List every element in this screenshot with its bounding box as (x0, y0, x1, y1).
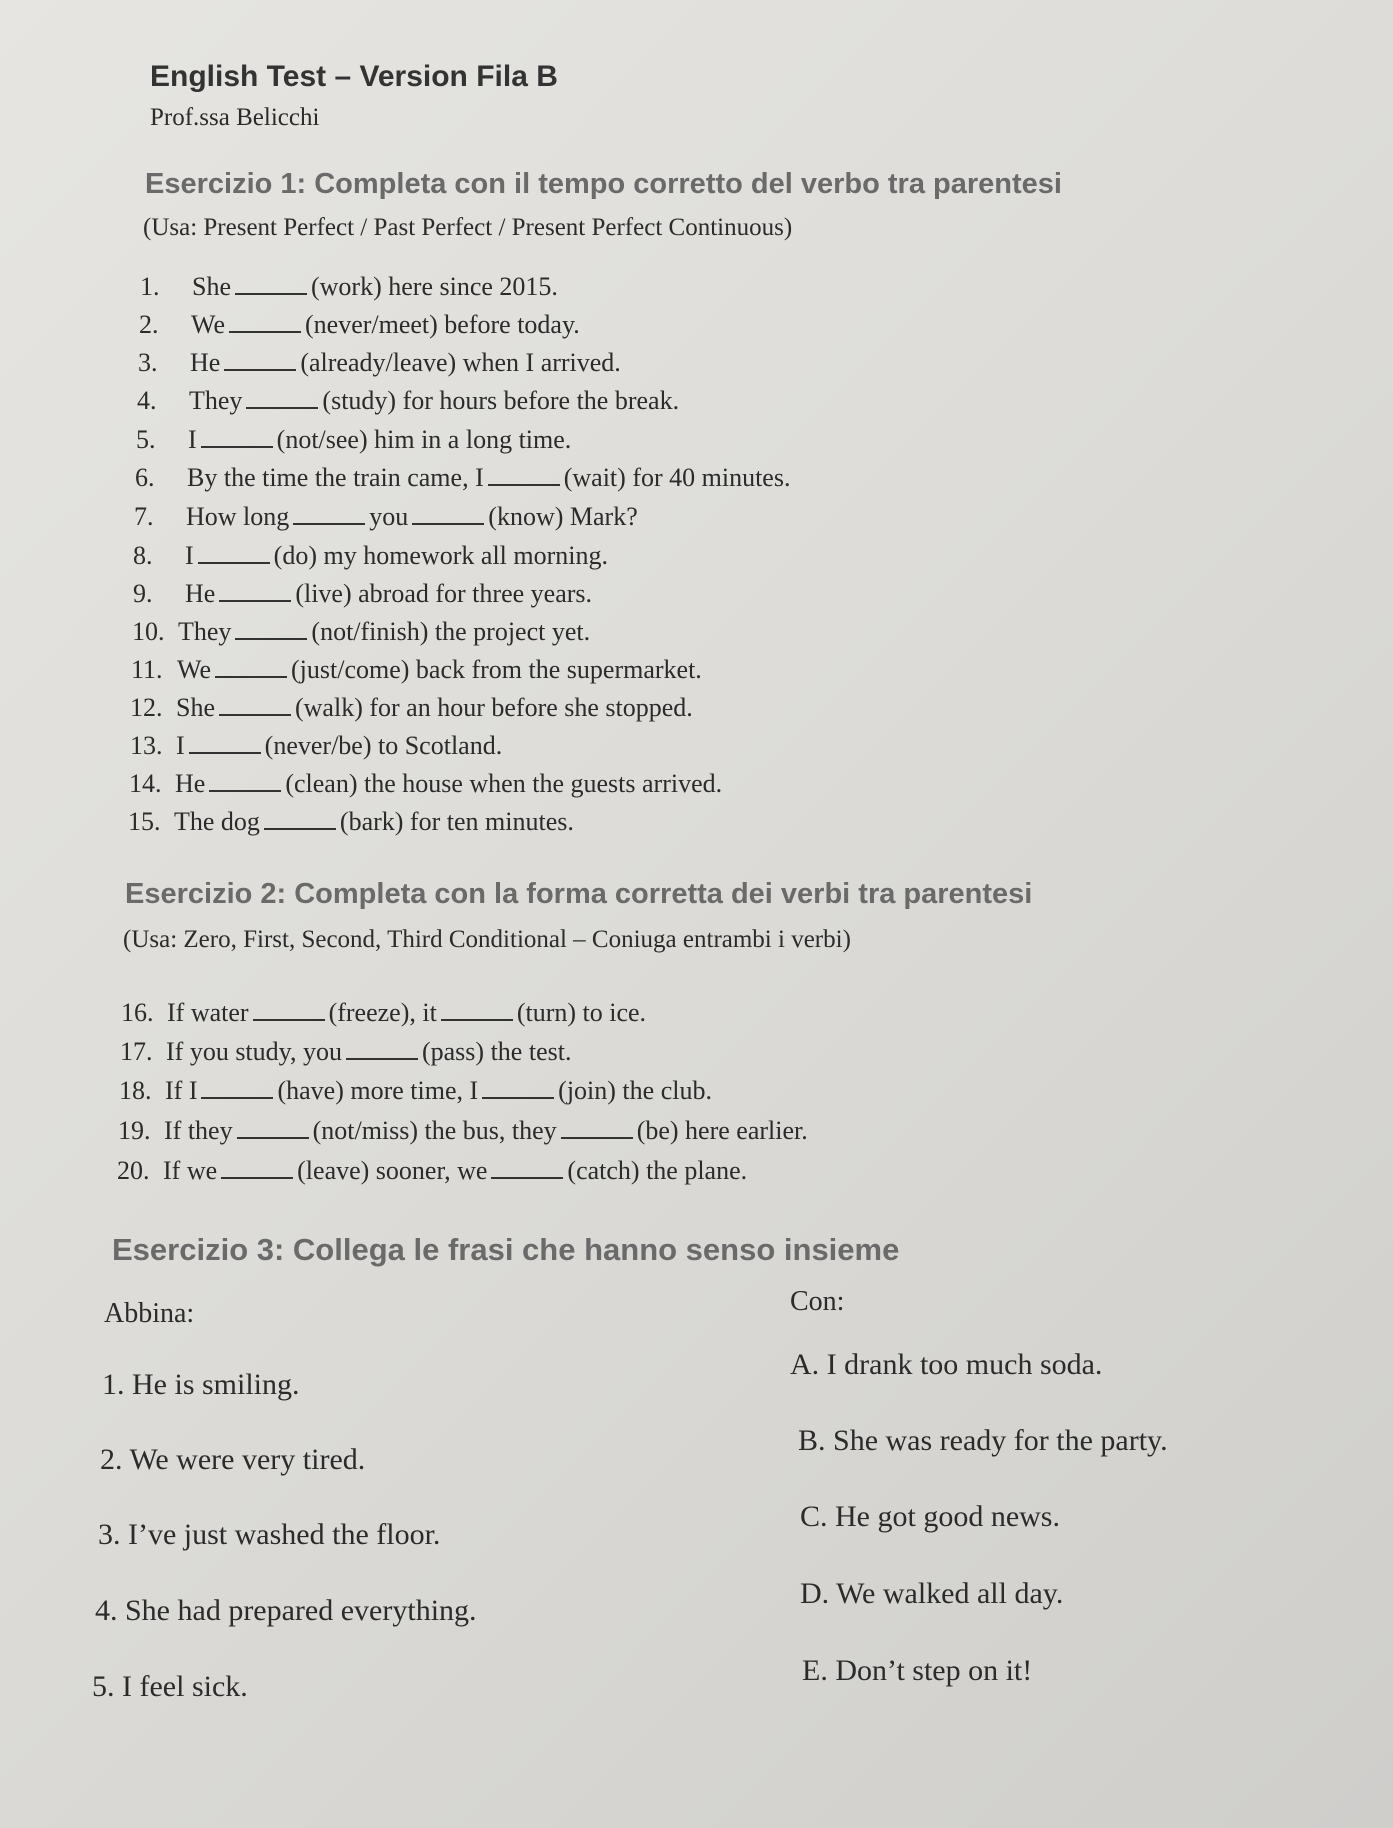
exercise1-item: 15. The dog (bark) for ten minutes. (128, 807, 574, 836)
exercise1-item: 12. She (walk) for an hour before she stopped. (130, 693, 693, 722)
answer-blank[interactable] (198, 561, 270, 564)
answer-blank[interactable] (482, 1096, 554, 1099)
exercise1-item: 13. I (never/be) to Scotland. (130, 731, 503, 760)
answer-blank[interactable] (235, 292, 307, 295)
exercise1-item: 5. I (not/see) him in a long time. (136, 425, 572, 454)
exercise2-instructions: (Usa: Zero, First, Second, Third Conditional – Coniuga entrambi i verbi) (123, 926, 851, 953)
exercise1-item: 1. She (work) here since 2015. (140, 272, 558, 301)
answer-blank[interactable] (488, 483, 560, 486)
match-right-item[interactable]: A. I drank too much soda. (790, 1348, 1103, 1381)
answer-blank[interactable] (224, 368, 296, 371)
answer-blank[interactable] (215, 675, 287, 678)
answer-blank[interactable] (346, 1057, 418, 1060)
answer-blank[interactable] (441, 1018, 513, 1021)
exercise1-item: 6. By the time the train came, I (wait) for 40 minutes. (135, 463, 791, 492)
match-right-header: Con: (790, 1286, 845, 1317)
exercise1-heading: Esercizio 1: Completa con il tempo corretto del verbo tra parentesi (145, 168, 1062, 200)
exercise1-item: 14. He (clean) the house when the guests arrived. (129, 769, 723, 798)
test-title: English Test – Version Fila B (150, 60, 558, 93)
exercise1-item: 10. They (not/finish) the project yet. (132, 617, 591, 646)
answer-blank[interactable] (219, 599, 291, 602)
exercise1-item: 2. We (never/meet) before today. (139, 310, 580, 339)
exercise1-item: 11. We (just/come) back from the supermarket. (131, 655, 702, 684)
match-left-item[interactable]: 2. We were very tired. (100, 1443, 366, 1476)
match-right-item[interactable]: C. He got good news. (800, 1500, 1060, 1533)
exercise1-item: 7. How long you (know) Mark? (134, 502, 638, 531)
match-left-item[interactable]: 5. I feel sick. (92, 1670, 248, 1703)
exercise2-item: 16. If water (freeze), it (turn) to ice. (121, 998, 647, 1027)
answer-blank[interactable] (219, 713, 291, 716)
exercise2-item: 17. If you study, you (pass) the test. (120, 1037, 572, 1066)
answer-blank[interactable] (229, 330, 301, 333)
match-right-item[interactable]: E. Don’t step on it! (802, 1654, 1033, 1687)
answer-blank[interactable] (201, 1096, 273, 1099)
answer-blank[interactable] (293, 522, 365, 525)
exercise2-item: 20. If we (leave) sooner, we (catch) the plane. (117, 1156, 748, 1185)
answer-blank[interactable] (209, 789, 281, 792)
answer-blank[interactable] (235, 637, 307, 640)
match-left-header: Abbina: (104, 1298, 195, 1329)
answer-blank[interactable] (246, 406, 318, 409)
answer-blank[interactable] (412, 522, 484, 525)
exercise2-item: 18. If I (have) more time, I (join) the club. (119, 1076, 712, 1105)
match-left-item[interactable]: 4. She had prepared everything. (95, 1594, 477, 1627)
answer-blank[interactable] (491, 1176, 563, 1179)
answer-blank[interactable] (201, 445, 273, 448)
match-right-item[interactable]: D. We walked all day. (800, 1577, 1064, 1610)
answer-blank[interactable] (253, 1018, 325, 1021)
exercise2-item: 19. If they (not/miss) the bus, they (be) here earlier. (118, 1116, 808, 1145)
answer-blank[interactable] (221, 1176, 293, 1179)
match-left-item[interactable]: 1. He is smiling. (102, 1368, 300, 1401)
exercise2-heading: Esercizio 2: Completa con la forma corretta dei verbi tra parentesi (125, 878, 1033, 910)
answer-blank[interactable] (237, 1136, 309, 1139)
teacher-name: Prof.ssa Belicchi (150, 104, 320, 131)
exercise1-item: 9. He (live) abroad for three years. (133, 579, 593, 608)
answer-blank[interactable] (189, 751, 261, 754)
exercise1-item: 3. He (already/leave) when I arrived. (138, 348, 621, 377)
exercise1-item: 8. I (do) my homework all morning. (133, 541, 609, 570)
exercise1-item: 4. They (study) for hours before the break. (137, 386, 680, 415)
answer-blank[interactable] (561, 1136, 633, 1139)
answer-blank[interactable] (264, 827, 336, 830)
exercise1-instructions: (Usa: Present Perfect / Past Perfect / Present Perfect Continuous) (143, 214, 793, 241)
match-right-item[interactable]: B. She was ready for the party. (798, 1424, 1168, 1457)
match-left-item[interactable]: 3. I’ve just washed the floor. (98, 1518, 441, 1551)
exercise3-heading: Esercizio 3: Collega le frasi che hanno senso insieme (112, 1232, 900, 1267)
